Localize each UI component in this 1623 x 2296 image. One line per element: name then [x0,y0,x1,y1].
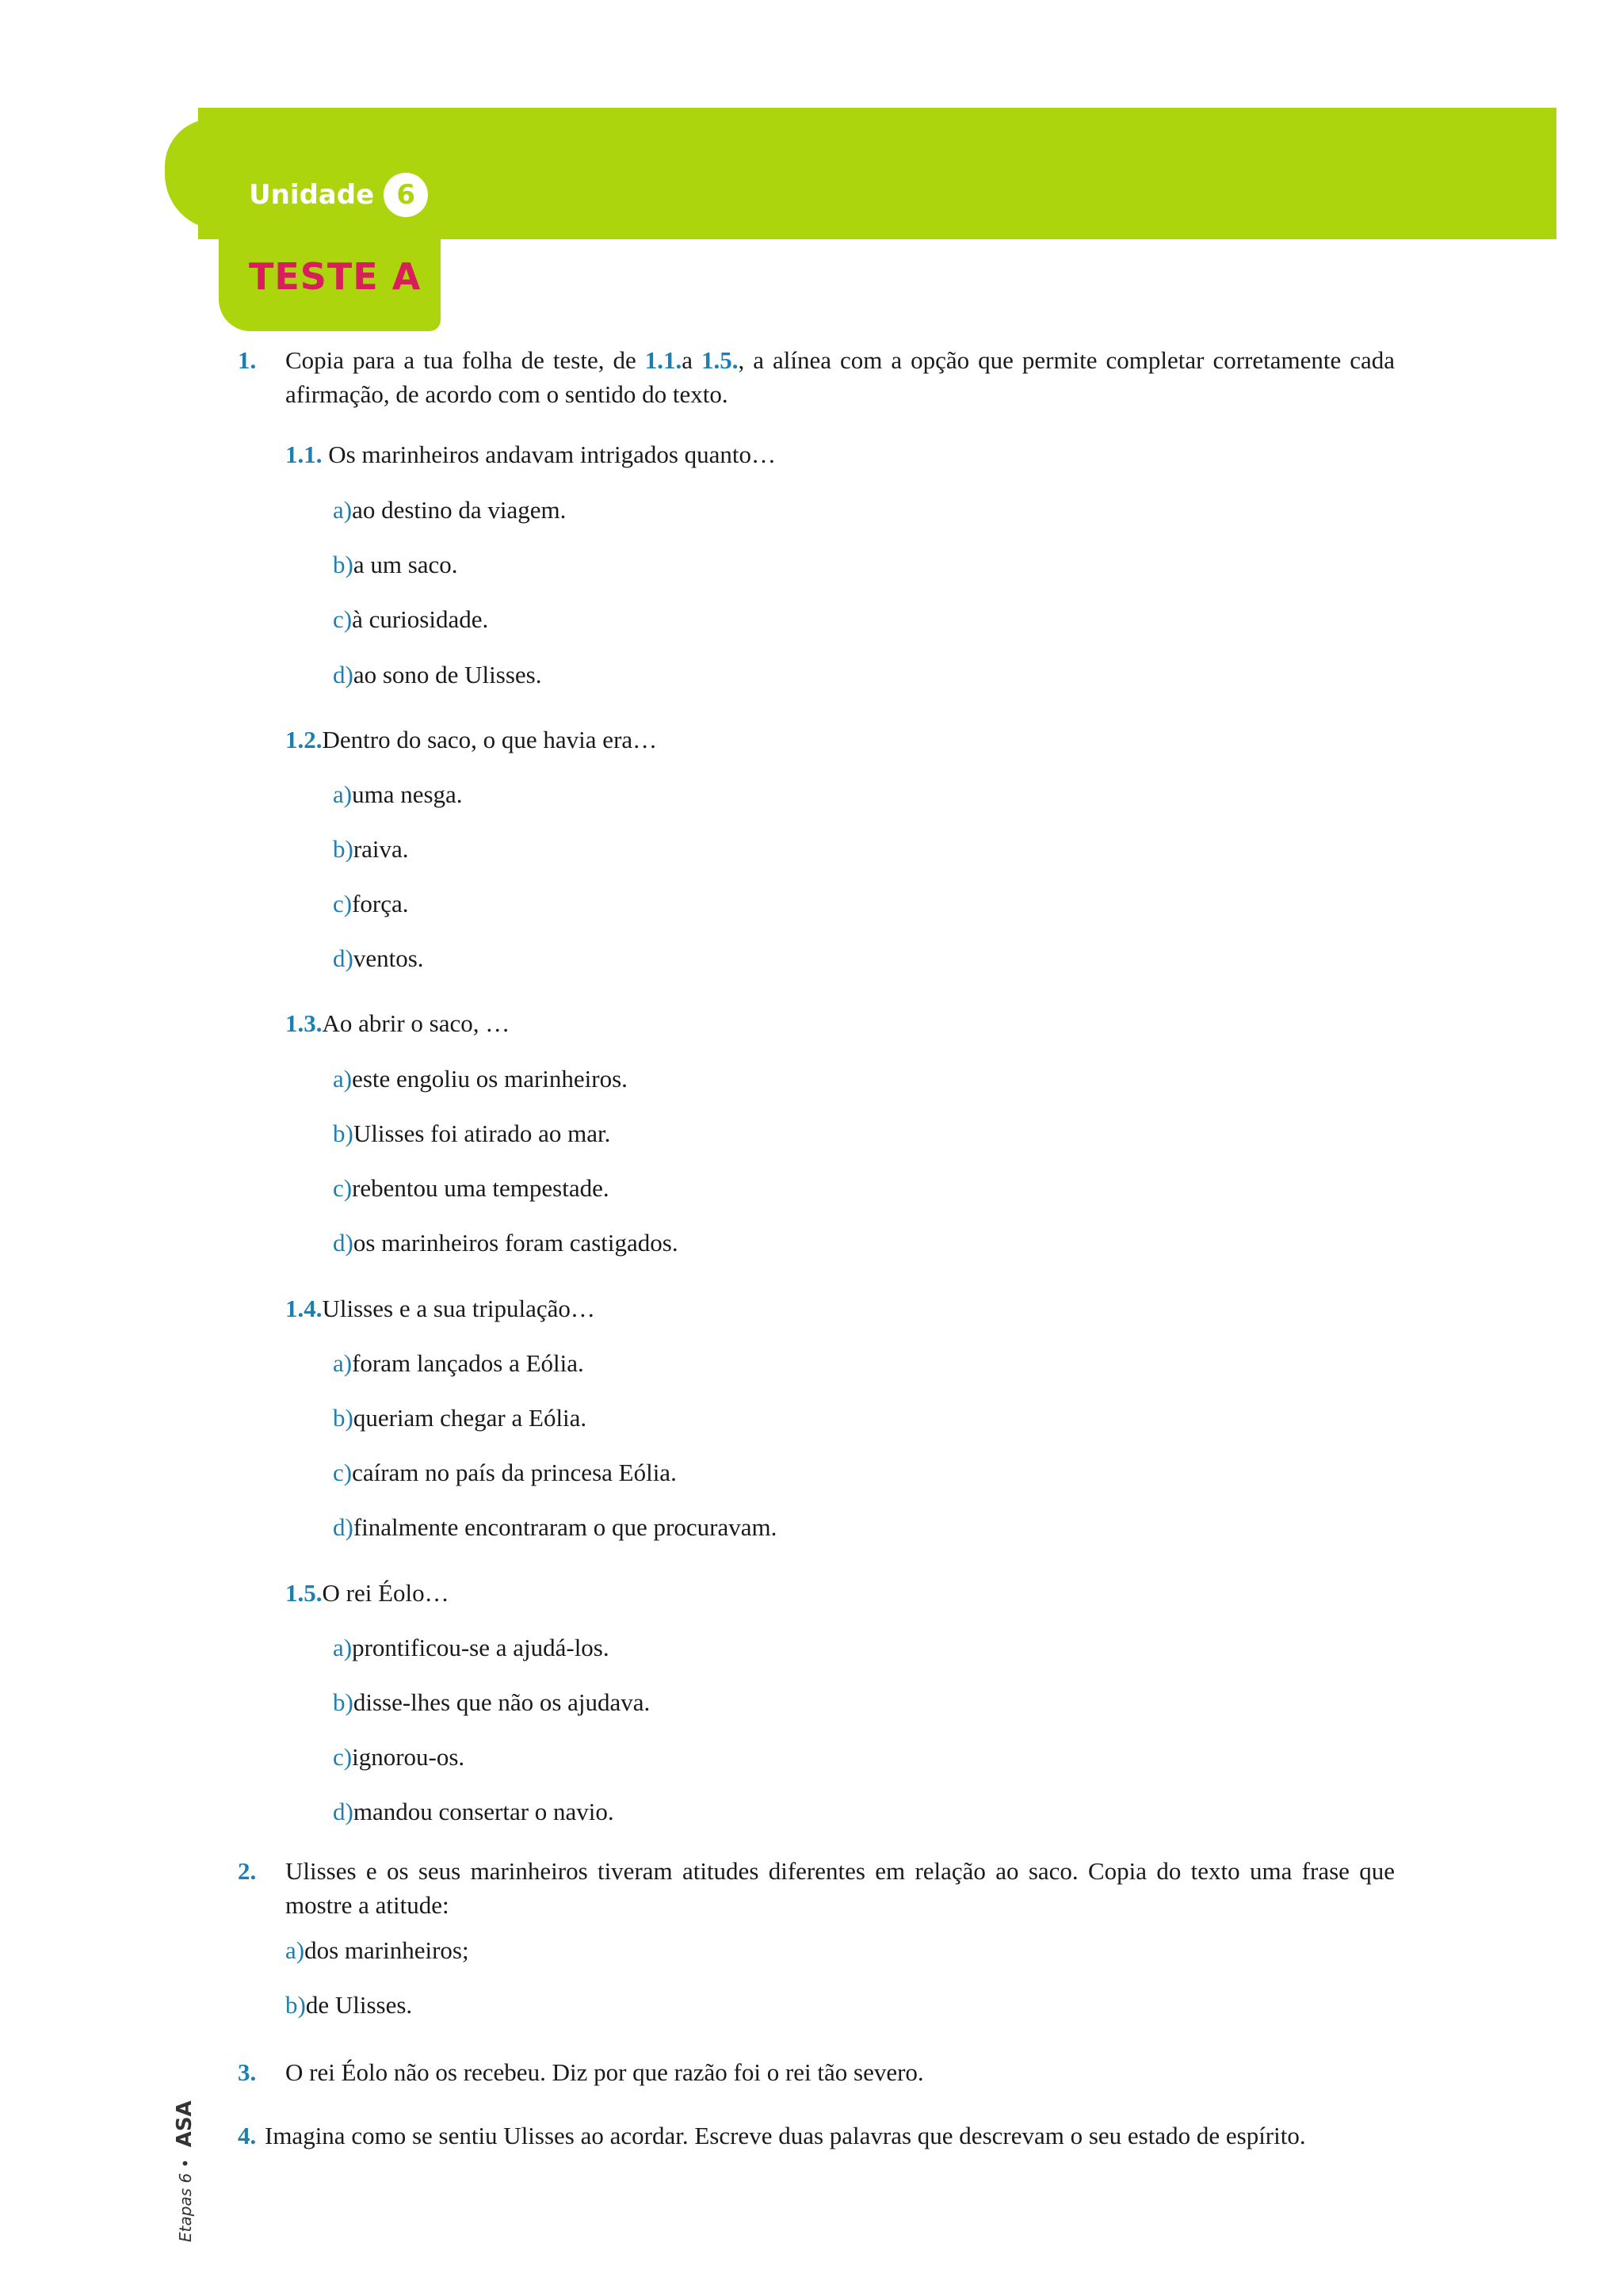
question-text: Ulisses e os seus marinheiros tiveram atitudes diferentes em relação ao saco. Copia do texto uma frase que mostre a atitude: [285,1857,1395,1919]
question-1 [238,343,1395,411]
option: c)à curiosidade. [333,605,489,633]
option: d)os marinheiros foram castigados. [333,1229,678,1257]
option: c)rebentou uma tempestade. [333,1174,609,1202]
sub-question-1-1: 1.1. Os marinheiros andavam intrigados quanto… [285,441,777,468]
question-number: 2. [238,1857,257,1885]
option: c)força. [333,890,409,917]
separator: • [176,2158,195,2168]
option: a)foram lançados a Eólia. [333,1349,584,1377]
option: a)este engoliu os marinheiros. [333,1065,628,1093]
book-name: Etapas 6 [176,2172,195,2242]
option: b)queriam chegar a Eólia. [333,1404,587,1432]
question-number: 1. [238,346,257,374]
question-text: Imagina como se sentiu Ulisses ao acordar. Escreve duas palavras que descrevam o seu estado de espírito. [265,2122,1306,2149]
option: b)disse-lhes que não os ajudava. [333,1688,651,1716]
question-3 [238,2055,1395,2089]
sub-question-1-5: 1.5.O rei Éolo… [285,1579,449,1607]
ref-start: 1.1. [644,346,682,374]
question-text: Copia para a tua folha de teste, de 1.1.a 1.5., a alínea com a opção que permite completar corretamente cada afirmação, de acordo com o sentido do texto. [285,346,1396,408]
option: b)raiva. [333,835,409,863]
option: b)de Ulisses. [285,1991,413,2019]
option: d)ventos. [333,944,424,972]
question-text: O rei Éolo não os recebeu. Diz por que razão foi o rei tão severo. [285,2058,924,2086]
option: b)Ulisses foi atirado ao mar. [333,1119,611,1147]
unit-label-text: Unidade [249,179,375,211]
test-title: TESTE A [249,255,422,298]
ref-end: 1.5. [701,346,739,374]
sub-question-1-4: 1.4.Ulisses e a sua tripulação… [285,1295,595,1322]
question-number: 3. [238,2058,257,2086]
option: d)ao sono de Ulisses. [333,661,542,688]
option: c)caíram no país da princesa Eólia. [333,1459,677,1486]
option: b)a um saco. [333,551,458,578]
option: a)dos marinheiros; [285,1936,469,1964]
option: a)uma nesga. [333,780,463,808]
option: a)ao destino da viagem. [333,496,567,524]
option: d)finalmente encontraram o que procuravam. [333,1513,777,1541]
sub-question-1-3: 1.3.Ao abrir o saco, … [285,1009,510,1037]
publisher-name: ASA [173,2100,197,2148]
question-4 [238,2119,1395,2153]
option: a)prontificou-se a ajudá-los. [333,1634,609,1661]
unit-label [249,173,428,217]
publisher-mark [173,2100,197,2242]
sub-question-1-2: 1.2.Dentro do saco, o que havia era… [285,726,658,753]
question-number: 4. [238,2122,257,2149]
option: d)mandou consertar o navio. [333,1798,614,1825]
option: c)ignorou-os. [333,1743,465,1771]
unit-number-badge: 6 [384,173,428,217]
question-2 [238,1854,1395,1922]
